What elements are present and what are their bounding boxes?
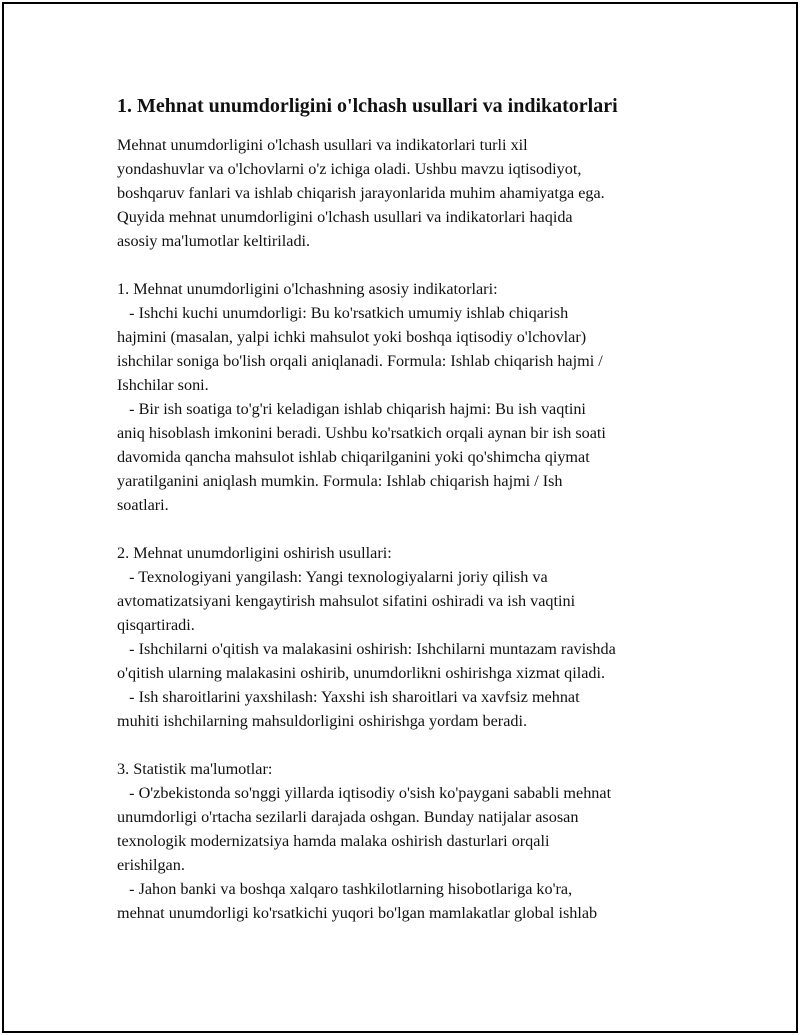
text-line: avtomatizatsiyani kengaytirish mahsulot sifatini oshiradi va ish vaqtini: [117, 592, 576, 610]
document-body: [117, 92, 697, 925]
text-line: yondashuvlar va o'lchovlarni o'z ichiga oladi. Ushbu mavzu iqtisodiyot,: [117, 160, 582, 178]
text-line: Quyida mehnat unumdorligini o'lchash usullari va indikatorlari haqida: [117, 208, 573, 226]
text-line: mehnat unumdorligi ko'rsatkichi yuqori bo'lgan mamlakatlar global ishlab: [117, 904, 598, 922]
text-line: davomida qancha mahsulot ishlab chiqarilganini yoki qo'shimcha qiymat: [117, 448, 590, 466]
text-line: texnologik modernizatsiya hamda malaka oshirish dasturlari orqali: [117, 832, 550, 850]
text-line: Mehnat unumdorligini o'lchash usullari va indikatorlari turli xil: [117, 136, 528, 154]
text-line: muhiti ishchilarning mahsuldorligini oshirishga yordam beradi.: [117, 712, 528, 730]
text-line: qisqartiradi.: [117, 616, 195, 634]
text-line: - Ish sharoitlarini yaxshilash: Yaxshi ish sharoitlari va xavfsiz mehnat: [117, 688, 580, 706]
text-line: - Ishchilarni o'qitish va malakasini oshirish: Ishchilarni muntazam ravishda: [117, 640, 616, 658]
text-line: boshqaruv fanlari va ishlab chiqarish jarayonlarida muhim ahamiyatga ega.: [117, 184, 605, 202]
text-line: Ishchilar soni.: [117, 376, 209, 394]
text-line: asosiy ma'lumotlar keltiriladi.: [117, 232, 311, 250]
text-line: 1. Mehnat unumdorligini o'lchashning asosiy indikatorlari:: [117, 280, 498, 298]
document-title: 1. Mehnat unumdorligini o'lchash usullari va indikatorlari: [117, 95, 618, 117]
text-line: - Bir ish soatiga to'g'ri keladigan ishlab chiqarish hajmi: Bu ish vaqtini: [117, 400, 586, 418]
blank-line: [117, 517, 697, 541]
blank-line: [117, 253, 697, 277]
blank-line: [117, 733, 697, 757]
text-line: ishchilar soniga bo'lish orqali aniqlanadi. Formula: Ishlab chiqarish hajmi /: [117, 352, 603, 370]
text-line: - Ishchi kuchi unumdorligi: Bu ko'rsatkich umumiy ishlab chiqarish: [117, 304, 569, 322]
text-line: - O'zbekistonda so'nggi yillarda iqtisodiy o'sish ko'paygani sababli mehnat: [117, 784, 612, 802]
text-line: aniq hisoblash imkonini beradi. Ushbu ko'rsatkich orqali aynan bir ish soati: [117, 424, 606, 442]
text-line: - Texnologiyani yangilash: Yangi texnologiyalarni joriy qilish va: [117, 568, 548, 586]
document-text: [117, 133, 697, 925]
text-line: - Jahon banki va boshqa xalqaro tashkilotlarning hisobotlariga ko'ra,: [117, 880, 573, 898]
text-line: unumdorligi o'rtacha sezilarli darajada oshgan. Bunday natijalar asosan: [117, 808, 579, 826]
text-line: yaratilganini aniqlash mumkin. Formula: Ishlab chiqarish hajmi / Ish: [117, 472, 563, 490]
text-line: erishilgan.: [117, 856, 185, 874]
text-line: hajmini (masalan, yalpi ichki mahsulot yoki boshqa iqtisodiy o'lchovlar): [117, 328, 587, 346]
text-line: 3. Statistik ma'lumotlar:: [117, 760, 273, 778]
text-line: soatlari.: [117, 496, 169, 514]
text-line: o'qitish ularning malakasini oshirib, unumdorlikni oshirishga xizmat qiladi.: [117, 664, 606, 682]
text-line: 2. Mehnat unumdorligini oshirish usullari:: [117, 544, 392, 562]
